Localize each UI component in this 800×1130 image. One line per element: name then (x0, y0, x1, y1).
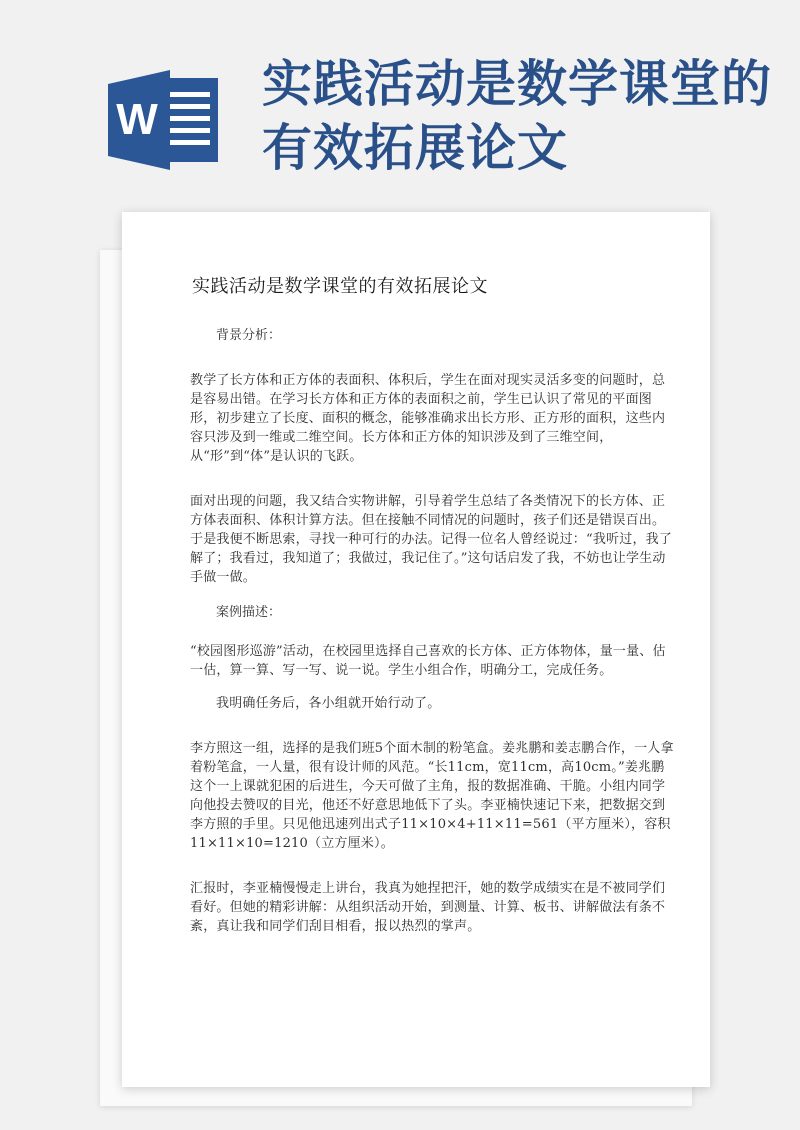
svg-text:W: W (116, 95, 158, 144)
paragraph: 李方照这一组，选择的是我们班5个面木制的粉笔盒。姜兆鹏和姜志鹏合作，一人拿着粉笔盒，一人量，很有设计师的风范。“长11cm，宽11cm，高10cm。”姜兆鹏这个一上课就犯困的后进生，今天可做了主角，报的数据准确、干脆。小组内同学向他投去赞叹的目光，他还不好意思地低下了头。李亚楠快速记下来，把数据交到李方照的手里。只见他迅速列出式子11×10×4+11×11=561（平方厘米），容积11×11×10=1210（立方厘米）。 (190, 741, 674, 851)
banner-title (262, 52, 782, 180)
section-heading-case: 案例描述： (216, 605, 282, 620)
paragraph: 面对出现的问题，我又结合实物讲解，引导着学生总结了各类情况下的长方体、正方体表面积、体积计算方法。但在接触不同情况的问题时，孩子们还是错误百出。于是我便不断思索，寻找一种可行的办法。记得一位名人曾经说过：“我听过，我了解了；我看过，我知道了；我做过，我记住了。”这句话启发了我，不妨也让学生动手做一做。 (190, 494, 673, 585)
paragraph: “校园图形巡游”活动，在校园里选择自己喜欢的长方体、正方体物体，量一量、估一估，算一算、写一写、说一说。学生小组合作，明确分工，完成任务。 (190, 644, 666, 678)
paragraph: 汇报时，李亚楠慢慢走上讲台，我真为她捏把汗，她的数学成绩实在是不被同学们看好。但她的精彩讲解：从组织活动开始，到测量、计算、板书、讲解做法有条不紊，真让我和同学们刮目相看，报以热烈的掌声。 (190, 881, 666, 934)
paragraph: 我明确任务后，各小组就开始行动了。 (216, 696, 441, 711)
section-heading-background: 背景分析： (216, 328, 282, 343)
word-document-icon (108, 70, 220, 170)
banner-title-line2: 有效拓展论文 (262, 119, 568, 177)
paragraph: 教学了长方体和正方体的表面积、体积后，学生在面对现实灵活多变的问题时，总是容易出错。在学习长方体和正方体的表面积之前，学生已认识了常见的平面图形，初步建立了长度、面积的概念，能够准确求出长方形、正方形的面积，这些内容只涉及到一维或二维空间。长方体和正方体的知识涉及到了三维空间，从“形”到“体”是认识的飞跃。 (190, 373, 666, 464)
document-page (122, 212, 710, 1087)
banner-title-line1: 实践活动是数学课堂的 (262, 55, 772, 113)
document-title: 实践活动是数学课堂的有效拓展论文 (192, 276, 488, 297)
